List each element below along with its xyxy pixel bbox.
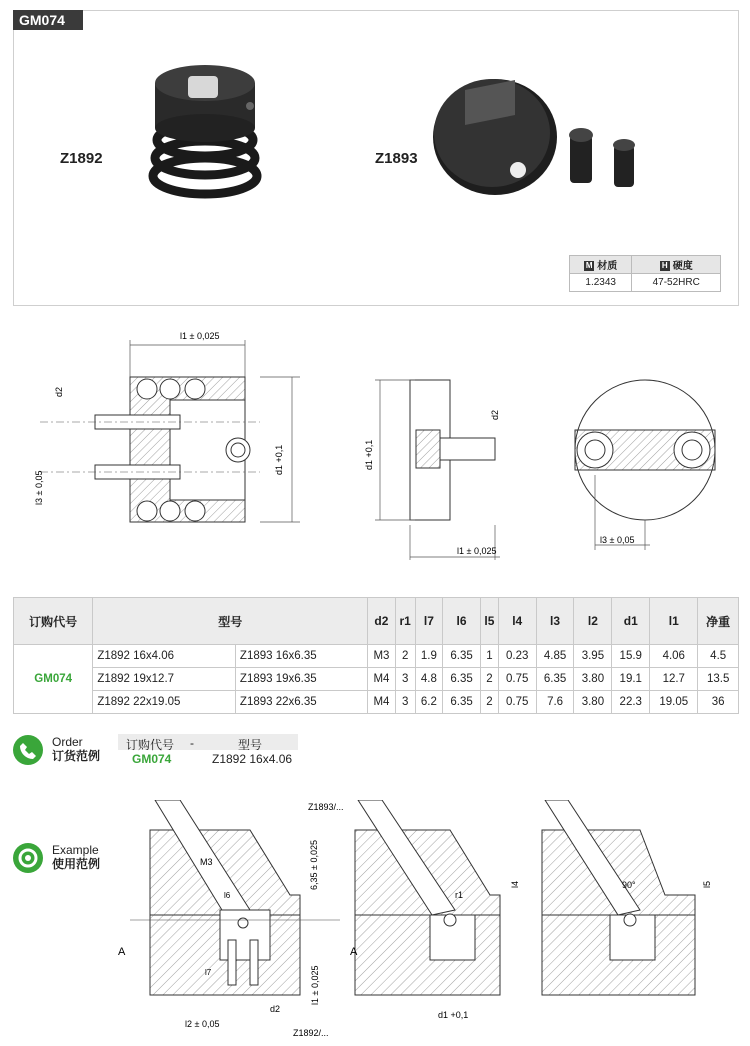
hardness-value: 47-52HRC [632, 274, 721, 292]
table-cell: 6.2 [415, 691, 443, 714]
table-header-cell: d1 [612, 598, 650, 645]
z1893-product-image [430, 75, 650, 200]
table-cell: M3 [368, 645, 395, 668]
svg-text:d2: d2 [270, 1004, 281, 1014]
svg-text:l6: l6 [224, 891, 231, 900]
table-model-cell: Z1892 16x4.06 [93, 645, 236, 668]
table-cell: 3.95 [574, 645, 612, 668]
table-cell: 3.80 [574, 691, 612, 714]
table-model-cell: Z1893 22x6.35 [235, 691, 367, 714]
example-drawings [110, 800, 740, 1040]
table-cell: 12.7 [650, 668, 698, 691]
spec-table [13, 597, 739, 714]
hardness-header: H 硬度 [632, 256, 721, 274]
drawing-z1893-side [364, 380, 500, 560]
table-cell: 0.23 [498, 645, 536, 668]
svg-text:d1 +0,1: d1 +0,1 [438, 1010, 469, 1020]
table-order-code: GM074 [14, 645, 93, 714]
svg-text:90°: 90° [622, 880, 636, 890]
table-header-cell: l5 [480, 598, 498, 645]
svg-text:A: A [350, 946, 358, 958]
svg-text:l2 ± 0,05: l2 ± 0,05 [185, 1019, 220, 1029]
example-title: Example 使用范例 [52, 843, 101, 871]
material-header: M 材质 [570, 256, 632, 274]
table-cell: 6.35 [443, 645, 481, 668]
table-cell: 1.9 [415, 645, 443, 668]
table-cell: 6.35 [536, 668, 574, 691]
material-value: 1.2343 [570, 274, 632, 292]
svg-text:d2: d2 [490, 409, 500, 420]
table-cell: 3.80 [574, 668, 612, 691]
svg-text:Z1893/...: Z1893/... [308, 802, 344, 812]
material-table [569, 255, 721, 292]
table-header-cell: l4 [498, 598, 536, 645]
svg-text:d1 +0,1: d1 +0,1 [274, 444, 284, 475]
svg-text:l7: l7 [205, 968, 212, 977]
gear-icon [13, 843, 43, 873]
table-header-cell: l7 [415, 598, 443, 645]
svg-text:l1 ± 0,025: l1 ± 0,025 [457, 546, 497, 556]
table-cell: 4.5 [698, 645, 739, 668]
table-header-cell: 订购代号 [14, 598, 93, 645]
svg-text:d2: d2 [54, 386, 64, 397]
table-header-cell: 型号 [93, 598, 368, 645]
material-icon: M [585, 261, 593, 271]
hardness-icon: H [660, 261, 670, 271]
order-code-header: 订购代号 [126, 738, 175, 752]
table-row [14, 645, 739, 668]
order-model-header: 型号 [238, 738, 263, 752]
table-header-cell: l6 [443, 598, 481, 645]
order-dash: - [190, 736, 194, 750]
svg-text:r1: r1 [455, 890, 464, 900]
drawing-z1893-top [575, 380, 715, 550]
table-row [14, 668, 739, 691]
table-cell: 4.8 [415, 668, 443, 691]
table-header-cell: 净重 [698, 598, 739, 645]
svg-text:l5: l5 [702, 880, 712, 888]
table-cell: 3 [395, 668, 415, 691]
product-label-z1892: Z1892 [60, 150, 103, 167]
order-model-value: Z1892 16x4.06 [212, 752, 293, 766]
technical-drawings [20, 325, 740, 575]
table-cell: 7.6 [536, 691, 574, 714]
svg-text:l1 ± 0,025: l1 ± 0,025 [310, 965, 320, 1005]
drawing-side-section [34, 331, 300, 522]
table-model-cell: Z1893 16x6.35 [235, 645, 367, 668]
table-cell: 15.9 [612, 645, 650, 668]
svg-text:Z1892/...: Z1892/... [293, 1028, 329, 1038]
table-cell: 6.35 [443, 668, 481, 691]
table-row [14, 691, 739, 714]
svg-text:l4: l4 [510, 880, 520, 888]
table-header-cell: d2 [368, 598, 395, 645]
svg-text:M3: M3 [200, 857, 213, 867]
table-cell: 4.06 [650, 645, 698, 668]
table-model-cell: Z1893 19x6.35 [235, 668, 367, 691]
example-panel-1 [118, 800, 344, 1038]
table-cell: 2 [480, 691, 498, 714]
svg-text:l3 ± 0,05: l3 ± 0,05 [34, 470, 44, 505]
example-panel-2 [350, 800, 520, 1020]
table-cell: 4.85 [536, 645, 574, 668]
z1892-product-image [140, 58, 270, 208]
svg-text:l3 ± 0,05: l3 ± 0,05 [600, 535, 635, 545]
table-cell: 3 [395, 691, 415, 714]
svg-text:l1 ± 0,025: l1 ± 0,025 [180, 331, 220, 341]
svg-text:6,35 ± 0,025: 6,35 ± 0,025 [309, 840, 319, 890]
table-cell: 0.75 [498, 691, 536, 714]
example-panel-3 [542, 800, 712, 995]
table-header-cell: l2 [574, 598, 612, 645]
table-header-cell: l3 [536, 598, 574, 645]
table-cell: 6.35 [443, 691, 481, 714]
table-model-cell: Z1892 19x12.7 [93, 668, 236, 691]
table-cell: 19.1 [612, 668, 650, 691]
table-cell: 36 [698, 691, 739, 714]
svg-text:d1 +0,1: d1 +0,1 [364, 439, 374, 470]
table-model-cell: Z1892 22x19.05 [93, 691, 236, 714]
table-header-cell: l1 [650, 598, 698, 645]
table-header-cell: r1 [395, 598, 415, 645]
table-cell: 1 [480, 645, 498, 668]
product-label-z1893: Z1893 [375, 150, 418, 167]
table-cell: 22.3 [612, 691, 650, 714]
table-cell: 2 [395, 645, 415, 668]
phone-icon [13, 735, 43, 765]
table-cell: 2 [480, 668, 498, 691]
table-cell: 13.5 [698, 668, 739, 691]
table-cell: M4 [368, 691, 395, 714]
table-cell: M4 [368, 668, 395, 691]
order-title: Order 订货范例 [52, 735, 101, 763]
table-cell: 19.05 [650, 691, 698, 714]
product-code-badge: GM074 [13, 10, 83, 30]
svg-text:A: A [118, 946, 126, 958]
table-cell: 0.75 [498, 668, 536, 691]
order-code-value: GM074 [132, 752, 172, 766]
